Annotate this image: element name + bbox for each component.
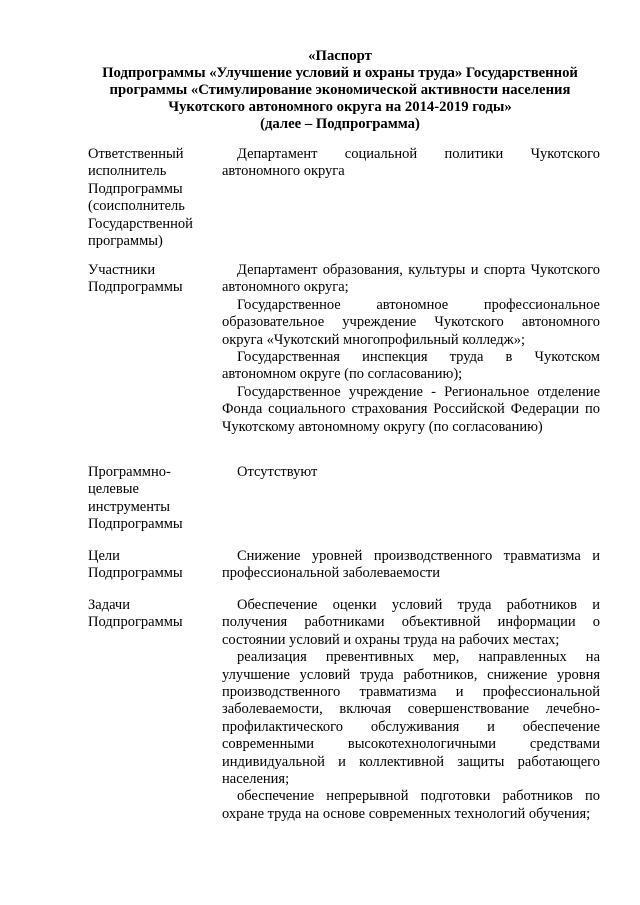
row-label: Программно- целевые инструменты Подпрограммы: [88, 464, 183, 533]
row-label: Участники Подпрограммы: [88, 262, 183, 296]
row-content: [222, 464, 600, 481]
row-label: Ответственный исполнитель Подпрограммы (соисполнитель Государственной программы): [88, 146, 193, 250]
paragraph: Снижение уровней производственного травматизма и профессиональной заболеваемости: [222, 548, 600, 582]
title-line: «Паспорт: [308, 48, 372, 64]
passport-title: [60, 48, 620, 133]
paragraph: реализация превентивных мер, направленных на улучшение условий труда работников, снижение уровня производственного травматизма и профессиональной заболеваемости, включая совершенствование лечебно-профилактического обслуживания и обеспечение современными высокотехнологичными средствами индивидуальной и коллективной защиты работающего населения;: [222, 649, 600, 788]
paragraph: Департамент образования, культуры и спорта Чукотского автономного округа;: [222, 262, 600, 296]
row-label: Задачи Подпрограммы: [88, 597, 183, 631]
paragraph: Государственное учреждение - Региональное отделение Фонда социального страхования Российской Федерации по Чукотскому автономному округу (по согласованию): [222, 383, 600, 435]
paragraph: обеспечение непрерывной подготовки работников по охране труда на основе современных технологий обучения;: [222, 788, 600, 822]
row-content: [222, 548, 600, 583]
title-line: Подпрограммы «Улучшение условий и охраны труда» Государственной: [102, 65, 578, 81]
paragraph: Обеспечение оценки условий труда работников и получения работниками объективной информации о состоянии условий и охраны труда на рабочих местах;: [222, 597, 600, 648]
title-line: программы «Стимулирование экономической активности населения: [109, 82, 571, 98]
title-line: (далее – Подпрограмма): [260, 116, 420, 132]
paragraph: Государственное автономное профессиональное образовательное учреждение Чукотского автономного округа «Чукотский многопрофильный колледж»;: [222, 296, 600, 348]
paragraph: Отсутствуют: [237, 464, 318, 480]
row-content: [222, 146, 600, 181]
title-line: Чукотского автономного округа на 2014-2019 годы»: [168, 99, 512, 115]
row-content: [222, 597, 600, 823]
row-content: [222, 262, 600, 436]
row-label: Цели Подпрограммы: [88, 548, 183, 582]
paragraph: Государственная инспекция труда в Чукотском автономном округе (по согласованию);: [222, 349, 600, 383]
paragraph: Департамент социальной политики Чукотского автономного округа: [222, 146, 600, 180]
